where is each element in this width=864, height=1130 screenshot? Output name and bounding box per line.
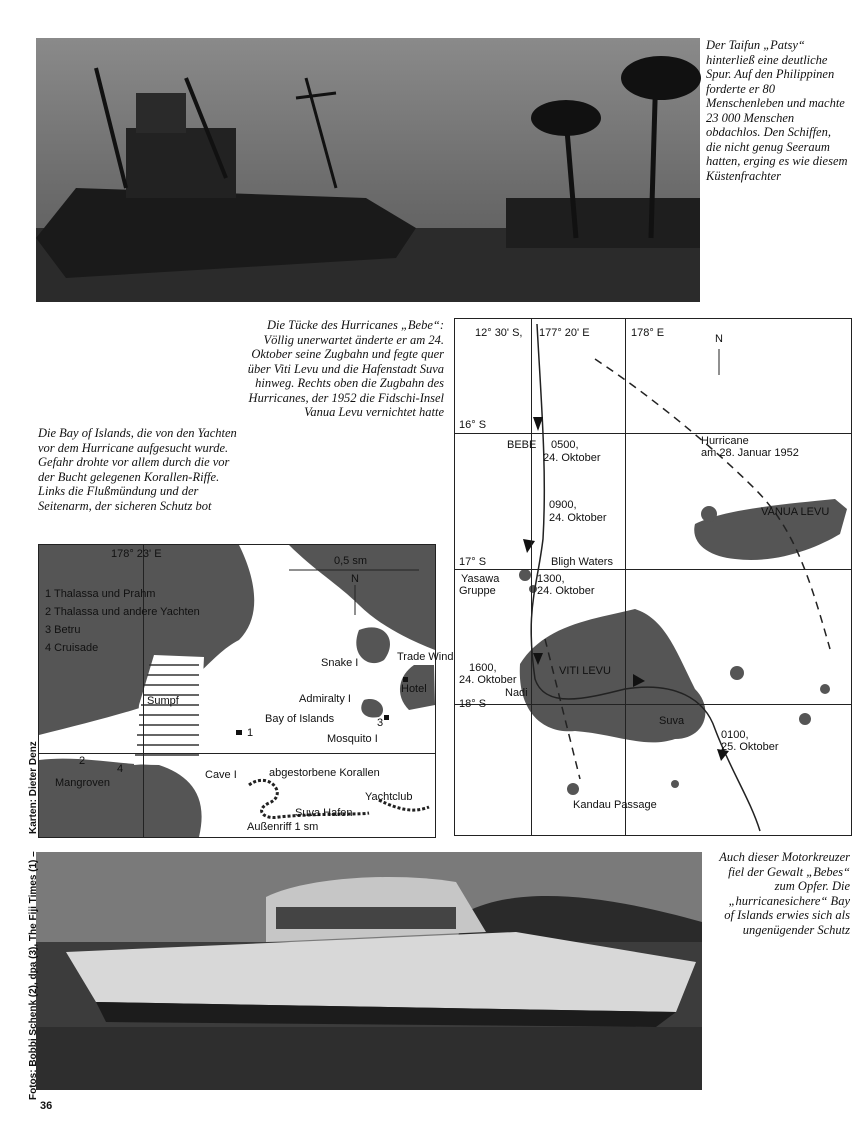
viti-levu-label: VITI LEVU bbox=[559, 665, 611, 677]
date-1300: 24. Oktober bbox=[537, 585, 595, 597]
vanua-levu-label: VANUA LEVU bbox=[761, 506, 830, 518]
admiralty-island-label: Admiralty I bbox=[299, 693, 351, 705]
marker-2-label: 2 bbox=[79, 755, 86, 767]
bebe-caption: Die Tücke des Hurricanes „Bebe“: Völlig unerwartet änderte er am 24. Oktober seine Zugbahn und fegte quer über Viti Levu und die Hafenstadt Suva hinweg. Rechts oben die Zugbahn des Hurricanes, der 1952 die Fidschi-Insel Vanua Levu vernichtet hatte bbox=[247, 318, 444, 419]
date-0500: 24. Oktober bbox=[543, 452, 601, 464]
freighter-caption: Der Taifun „Patsy“ hinterließ eine deutliche Spur. Auf den Philippinen forderte er 80 Menschenleben und machte 23 000 Menschen obdachlos. Den Schiffen, die nicht genug Seeraum hatten, erging es wie diesem Küstenfrachter bbox=[706, 38, 848, 183]
fiji-hurricane-map bbox=[454, 318, 852, 836]
mangroven-label: Mangroven bbox=[55, 777, 111, 789]
page-number: 36 bbox=[40, 1100, 53, 1112]
cave-island-label: Cave I bbox=[205, 769, 237, 781]
marker-3-label: 3 bbox=[377, 717, 384, 729]
yasawa-group-label: Gruppe bbox=[459, 585, 496, 597]
motor-cruiser-photo-art bbox=[36, 852, 702, 1090]
bay-caption: Die Bay of Islands, die von den Yachten vor dem Hurricane aufgesucht wurde. Gefahr drohte vor allem durch die vor der Bucht gelegenen Korallen-Riffe. Links die Flußmündung und der Seitenarm, der sicheren Schutz bot bbox=[38, 426, 237, 513]
date-0100: 25. Oktober bbox=[721, 741, 779, 753]
outer-reef-label: Außenriff 1 sm bbox=[247, 821, 319, 833]
fiji-grid-line-v2 bbox=[625, 319, 626, 835]
freighter-photo-art bbox=[36, 38, 700, 302]
mosquito-island-label: Mosquito I bbox=[327, 733, 378, 745]
fiji-north-label: N bbox=[715, 333, 723, 345]
date-1600: 24. Oktober bbox=[459, 674, 517, 686]
bay-grid-line-h bbox=[39, 753, 435, 754]
time-1300: 1300, bbox=[537, 573, 565, 585]
legend-item: 4 Cruisade bbox=[45, 642, 99, 654]
time-1600: 1600, bbox=[469, 662, 497, 674]
suva-label: Suva bbox=[659, 715, 685, 727]
hurricane-1952-label: Hurricane bbox=[701, 435, 749, 447]
time-0500: 0500, bbox=[551, 439, 579, 451]
marker-4-label: 4 bbox=[117, 763, 124, 775]
hotel-label: Hotel bbox=[401, 683, 427, 695]
lat-label-16: 16° S bbox=[459, 419, 487, 431]
cruiser-caption: Auch dieser Motorkreuzer fiel der Gewalt „Bebes“ zum Opfer. Die „hurricanesichere“ Bay of Islands erwies sich als ungenügender Schutz bbox=[719, 850, 850, 937]
fiji-grid-line-v1 bbox=[531, 319, 532, 835]
legend-item: 3 Betru bbox=[45, 624, 81, 636]
time-0900: 0900, bbox=[549, 499, 577, 511]
bay-scale-label: 0,5 sm bbox=[334, 555, 368, 567]
photo-credits: Fotos: Bobbi Schenk (2), dpa (3), The Fiji Times (1) – bbox=[28, 851, 39, 1100]
snake-island-label: Snake I bbox=[321, 657, 359, 669]
lon-label-177: 177° 20' E bbox=[539, 327, 590, 339]
fiji-grid-line-h16 bbox=[455, 433, 851, 434]
lon-label-178: 178° E bbox=[631, 327, 665, 339]
legend-item: 1 Thalassa und Prahm bbox=[45, 588, 156, 600]
lat-label-12: 12° 30' S, bbox=[475, 327, 523, 339]
lat-label-18: 18° S bbox=[459, 698, 487, 710]
lat-label-17: 17° S bbox=[459, 556, 487, 568]
freighter-photo bbox=[36, 38, 700, 302]
bay-north-label: N bbox=[351, 573, 359, 585]
fiji-map-land bbox=[455, 319, 851, 835]
time-0100: 0100, bbox=[721, 729, 749, 741]
legend-item: 2 Thalassa und andere Yachten bbox=[45, 606, 200, 618]
sumpf-label: Sumpf bbox=[147, 695, 179, 707]
dead-corals-label: abgestorbene Korallen bbox=[269, 767, 380, 779]
bebe-label: BEBE bbox=[507, 439, 537, 451]
motor-cruiser-photo bbox=[36, 852, 702, 1090]
fiji-grid-line-h18 bbox=[455, 704, 851, 705]
marker-1-label: 1 bbox=[247, 727, 254, 739]
kandau-passage-label: Kandau Passage bbox=[573, 799, 657, 811]
bay-of-islands-map bbox=[38, 544, 454, 838]
yasawa-label: Yasawa bbox=[461, 573, 500, 585]
bay-legend bbox=[45, 585, 200, 657]
hurricane-1952-date: am 28. Januar 1952 bbox=[701, 447, 799, 459]
bligh-waters-label: Bligh Waters bbox=[551, 556, 613, 568]
bay-longitude-label: 178° 23' E bbox=[111, 548, 162, 560]
fiji-grid-line-h17 bbox=[455, 569, 851, 570]
nadi-label: Nadi bbox=[505, 687, 528, 699]
bay-of-islands-label: Bay of Islands bbox=[265, 713, 335, 725]
yachtclub-label: Yachtclub bbox=[365, 791, 413, 803]
date-0900: 24. Oktober bbox=[549, 512, 607, 524]
map-credits: Karten: Dieter Denz bbox=[28, 741, 39, 834]
trade-wind-label: Trade Wind bbox=[397, 651, 454, 663]
suva-harbour-label: Suva Hafen bbox=[295, 807, 353, 819]
